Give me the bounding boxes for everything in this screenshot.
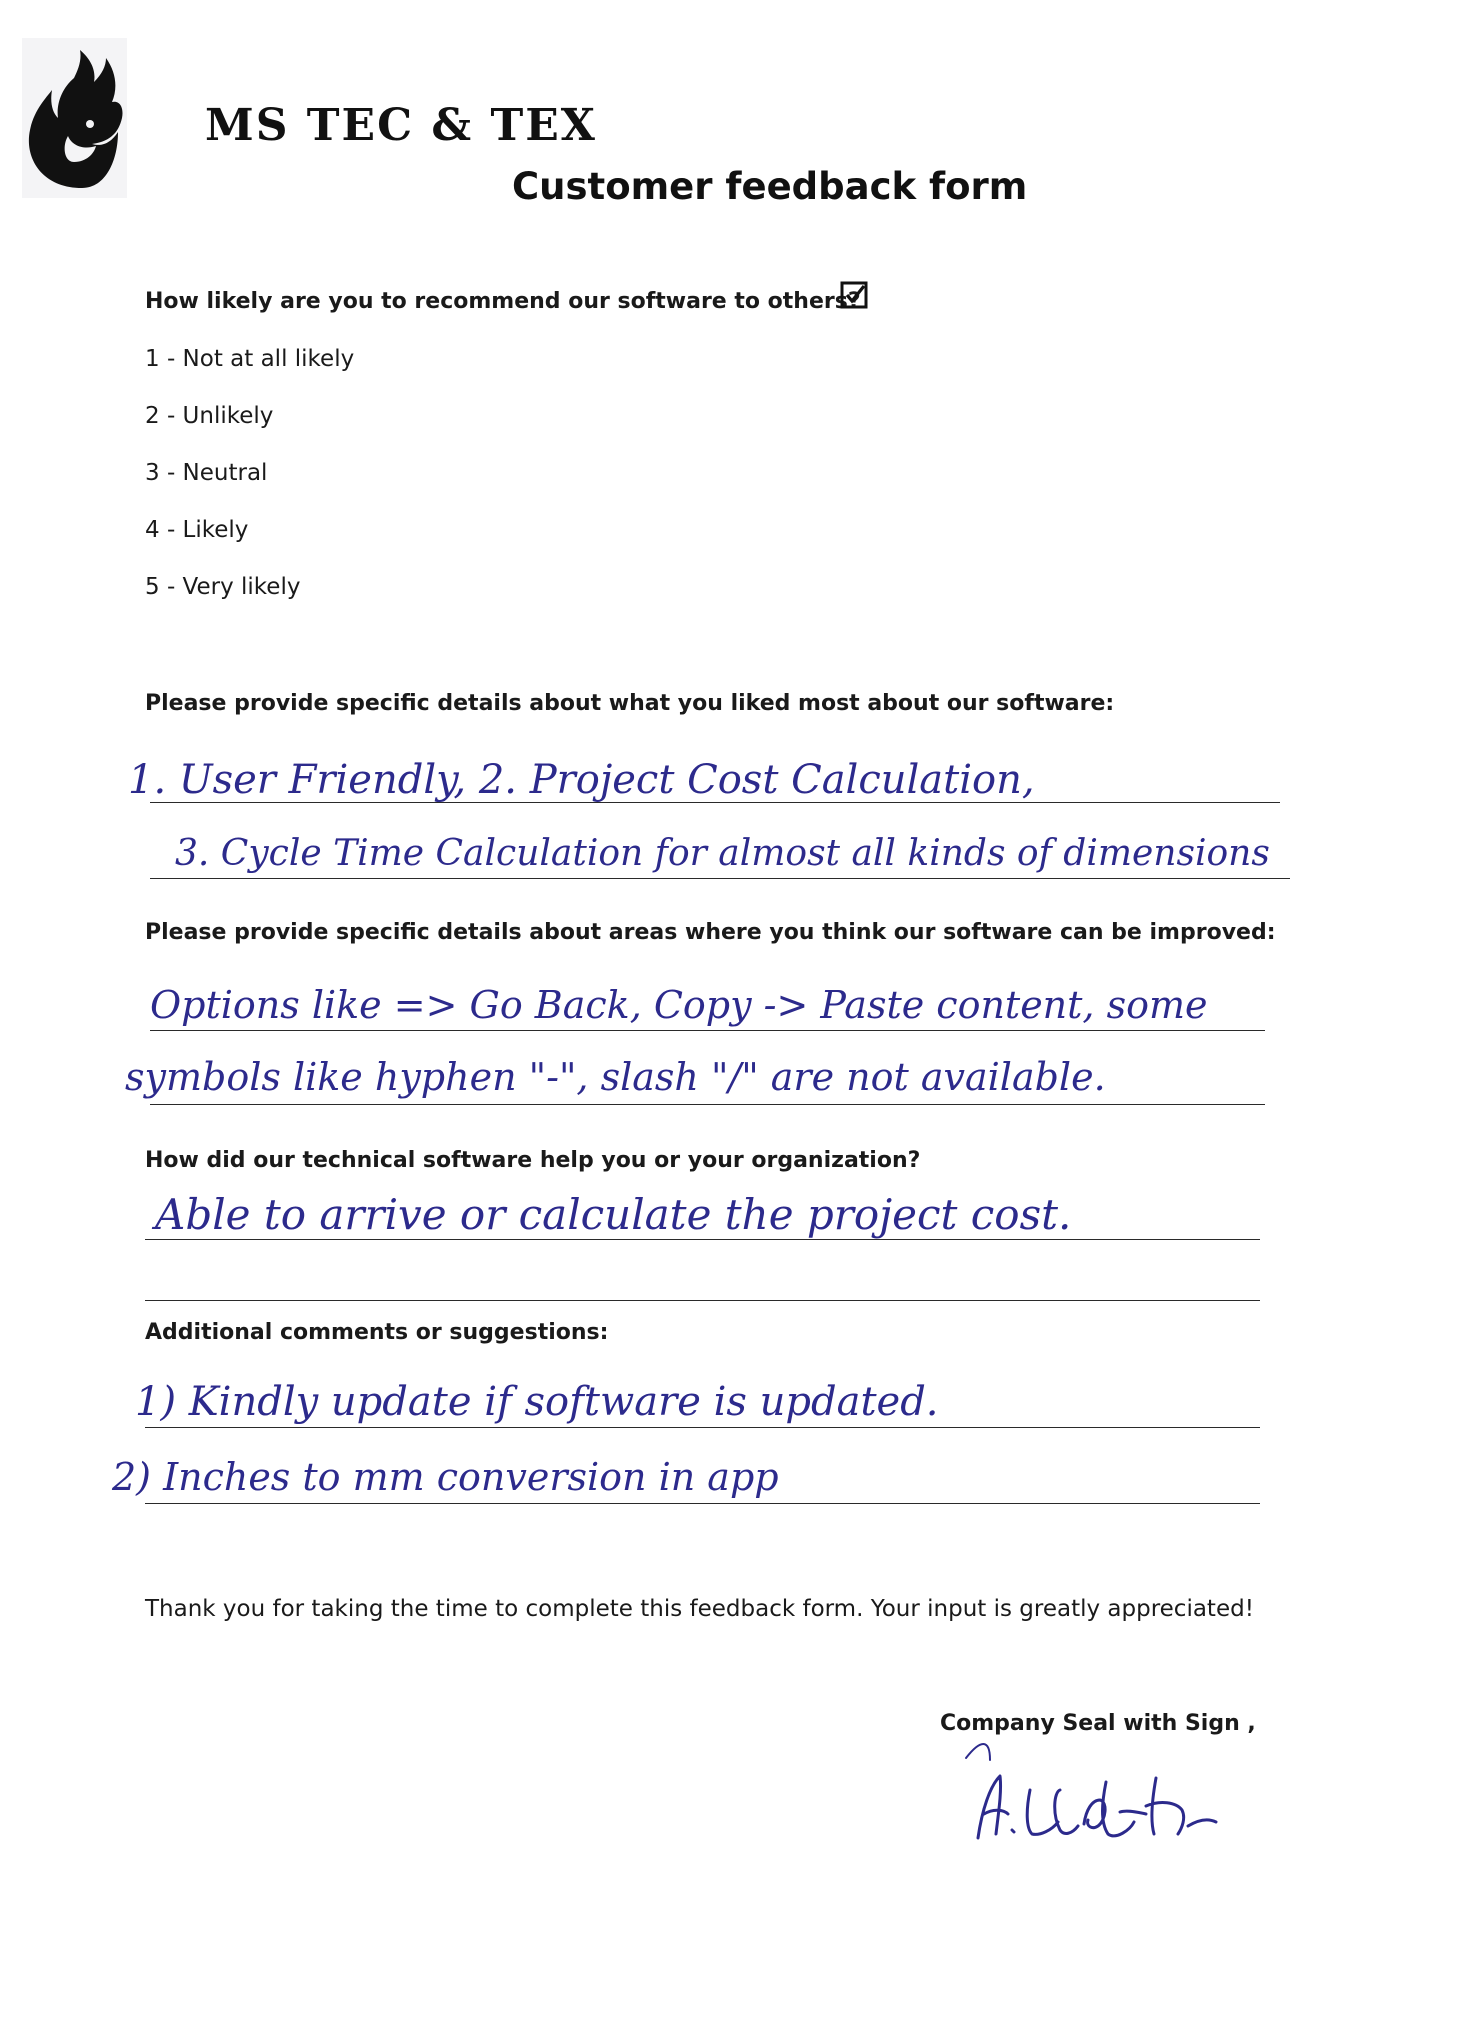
option-3: 3 - Neutral [145,460,268,486]
phoenix-flame-logo-icon [22,38,127,198]
answer-additional-line-2: 2) Inches to mm conversion in app [112,1455,779,1499]
option-2: 2 - Unlikely [145,403,274,429]
answer-liked-line-1: 1. User Friendly, 2. Project Cost Calculation, [128,757,1035,803]
answer-rule [150,802,1280,803]
question-help: How did our technical software help you or your organization? [145,1148,921,1173]
company-logo [22,38,127,198]
answer-rule [150,1030,1265,1031]
answer-rule [145,1300,1260,1301]
answer-improve-line-2: symbols like hyphen "-", slash "/" are not available. [125,1055,1106,1099]
question-improve: Please provide specific details about areas where you think our software can be improved: [145,920,1276,945]
handwritten-signature [960,1730,1300,1860]
answer-rule [145,1427,1260,1428]
answer-additional-line-1: 1) Kindly update if software is updated. [135,1379,939,1425]
answer-rule [145,1239,1260,1240]
question-liked-most: Please provide specific details about what you liked most about our software: [145,691,1115,716]
answer-rule [150,1104,1265,1105]
answer-liked-line-2: 3. Cycle Time Calculation for almost all kinds of dimensions [175,833,1270,874]
answer-help-line-1: Able to arrive or calculate the project cost. [155,1190,1072,1239]
answer-improve-line-1: Options like => Go Back, Copy -> Paste content, some [150,983,1208,1027]
thank-you-note: Thank you for taking the time to complete this feedback form. Your input is greatly appreciated! [145,1596,1254,1622]
answer-rule [145,1503,1260,1504]
form-title: Customer feedback form [512,165,1028,208]
question-additional: Additional comments or suggestions: [145,1320,609,1345]
seal-label: Company Seal with Sign , [940,1711,1256,1736]
option-1: 1 - Not at all likely [145,346,355,372]
answer-rule [150,878,1290,879]
question-recommend: How likely are you to recommend our software to others? [145,289,861,314]
checkbox-checked-icon[interactable] [840,281,868,309]
option-5: 5 - Very likely [145,574,301,600]
option-4: 4 - Likely [145,517,249,543]
company-name: MS TEC & TEX [205,100,597,151]
